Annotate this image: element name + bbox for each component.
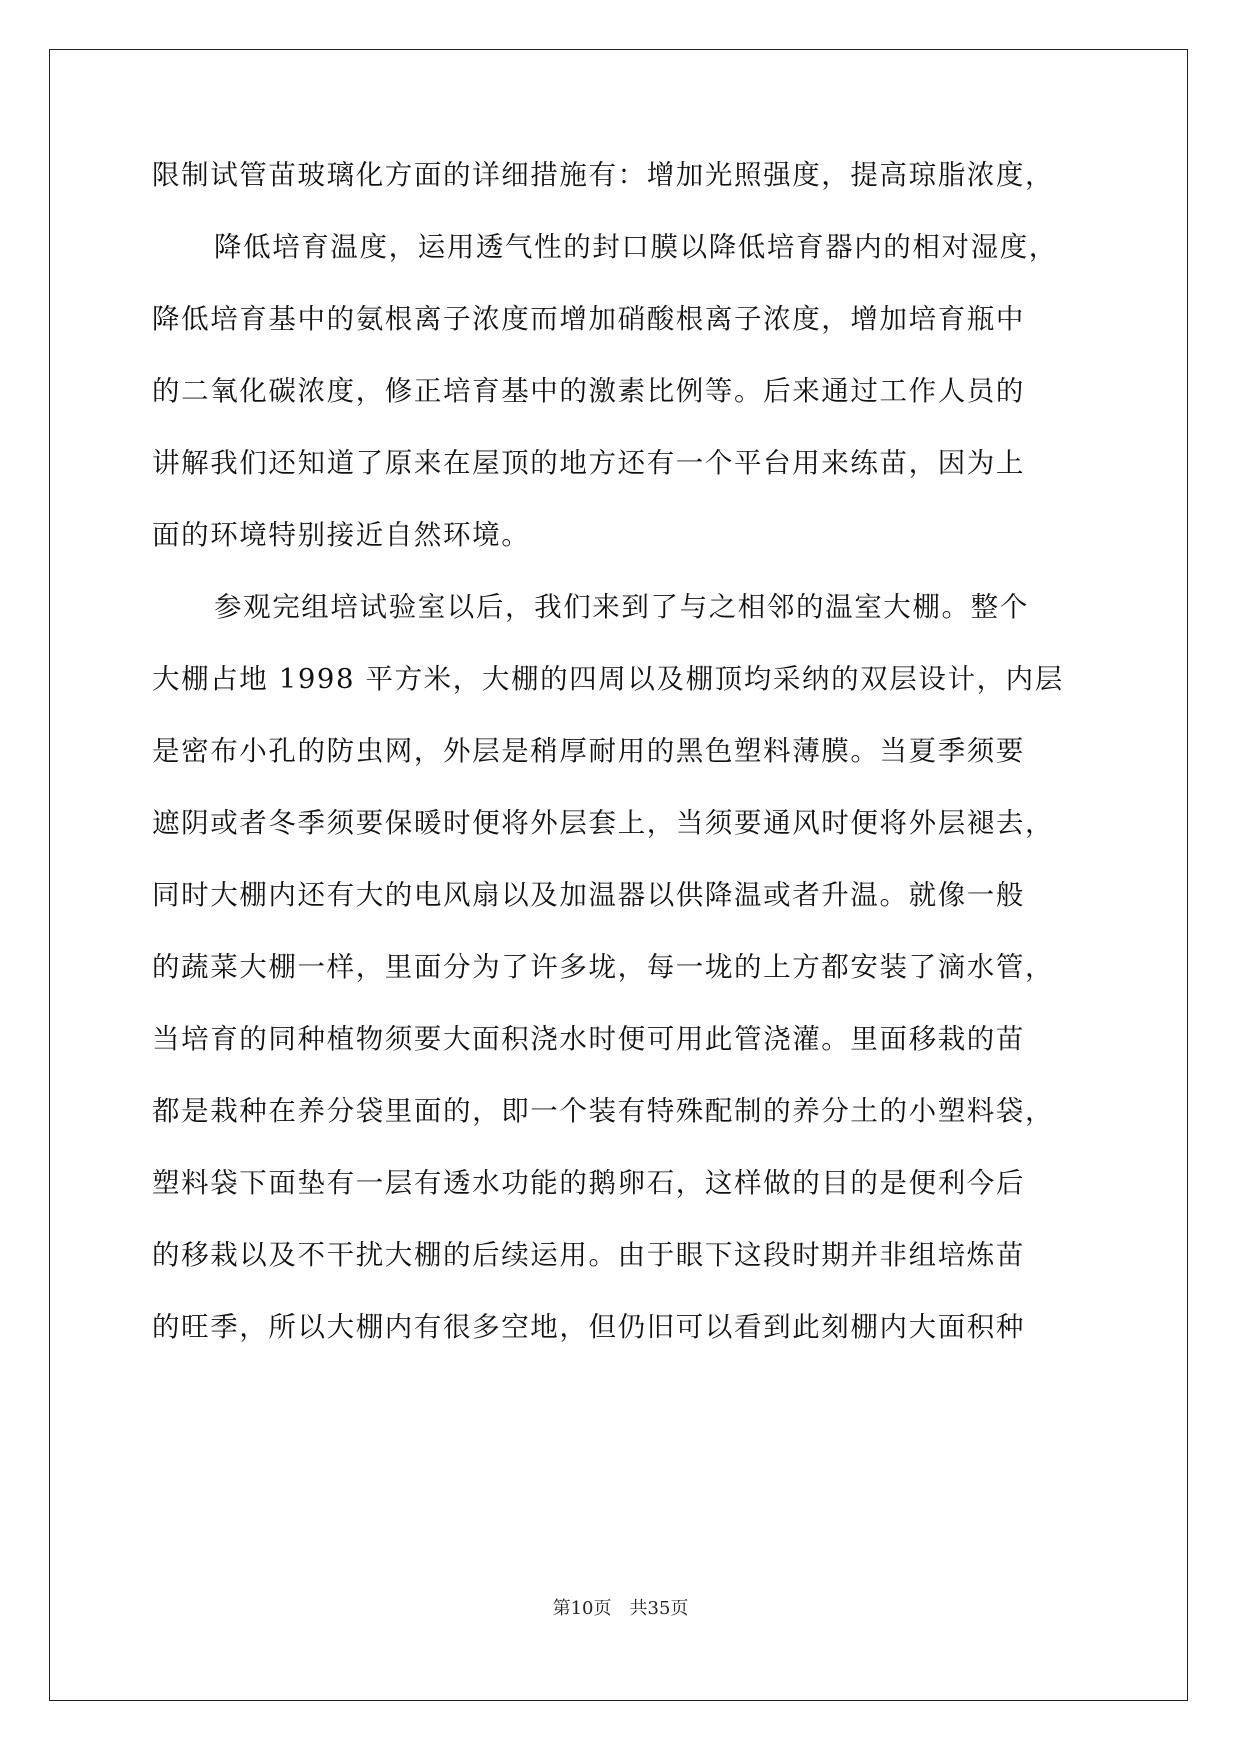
text-line-16: 的移栽以及不干扰大棚的后续运用。由于眼下这段时期并非组培炼苗	[152, 1239, 1025, 1271]
text-line-9: 是密布小孔的防虫网，外层是稍厚耐用的黑色塑料薄膜。当夏季须要	[152, 735, 1025, 767]
text-line-13: 当培育的同种植物须要大面积浇水时便可用此管浇灌。里面移栽的苗	[152, 1023, 1025, 1055]
text-line-12: 的蔬菜大棚一样，里面分为了许多垅，每一垅的上方都安装了滴水管，	[152, 951, 1055, 983]
text-line-6: 面的环境特别接近自然环境。	[152, 519, 531, 551]
text-line-17: 的旺季，所以大棚内有很多空地，但仍旧可以看到此刻棚内大面积种	[152, 1311, 1025, 1343]
text-line-7: 参观完组培试验室以后，我们来到了与之相邻的温室大棚。整个	[214, 591, 1029, 623]
text-line-8: 大棚占地 1998 平方米，大棚的四周以及棚顶均采纳的双层设计，内层	[152, 663, 1064, 695]
page-number-total: 共35页	[629, 1598, 689, 1619]
text-line-4: 的二氧化碳浓度，修正培育基中的激素比例等。后来通过工作人员的	[152, 375, 1025, 407]
text-line-5: 讲解我们还知道了原来在屋顶的地方还有一个平台用来练苗，因为上	[152, 447, 1025, 479]
text-line-3: 降低培育基中的氨根离子浓度而增加硝酸根离子浓度，增加培育瓶中	[152, 303, 1025, 335]
text-line-2: 降低培育温度，运用透气性的封口膜以降低培育器内的相对湿度，	[214, 231, 1058, 263]
text-line-15: 塑料袋下面垫有一层有透水功能的鹅卵石，这样做的目的是便利今后	[152, 1167, 1025, 1199]
page-footer	[0, 1596, 1241, 1622]
text-line-14: 都是栽种在养分袋里面的，即一个装有特殊配制的养分土的小塑料袋，	[152, 1095, 1055, 1127]
page-number-current: 第10页	[552, 1598, 612, 1619]
text-line-1: 限制试管苗玻璃化方面的详细措施有：增加光照强度，提高琼脂浓度，	[152, 159, 1055, 191]
text-line-11: 同时大棚内还有大的电风扇以及加温器以供降温或者升温。就像一般	[152, 879, 1025, 911]
text-line-10: 遮阴或者冬季须要保暖时便将外层套上，当须要通风时便将外层褪去，	[152, 807, 1055, 839]
